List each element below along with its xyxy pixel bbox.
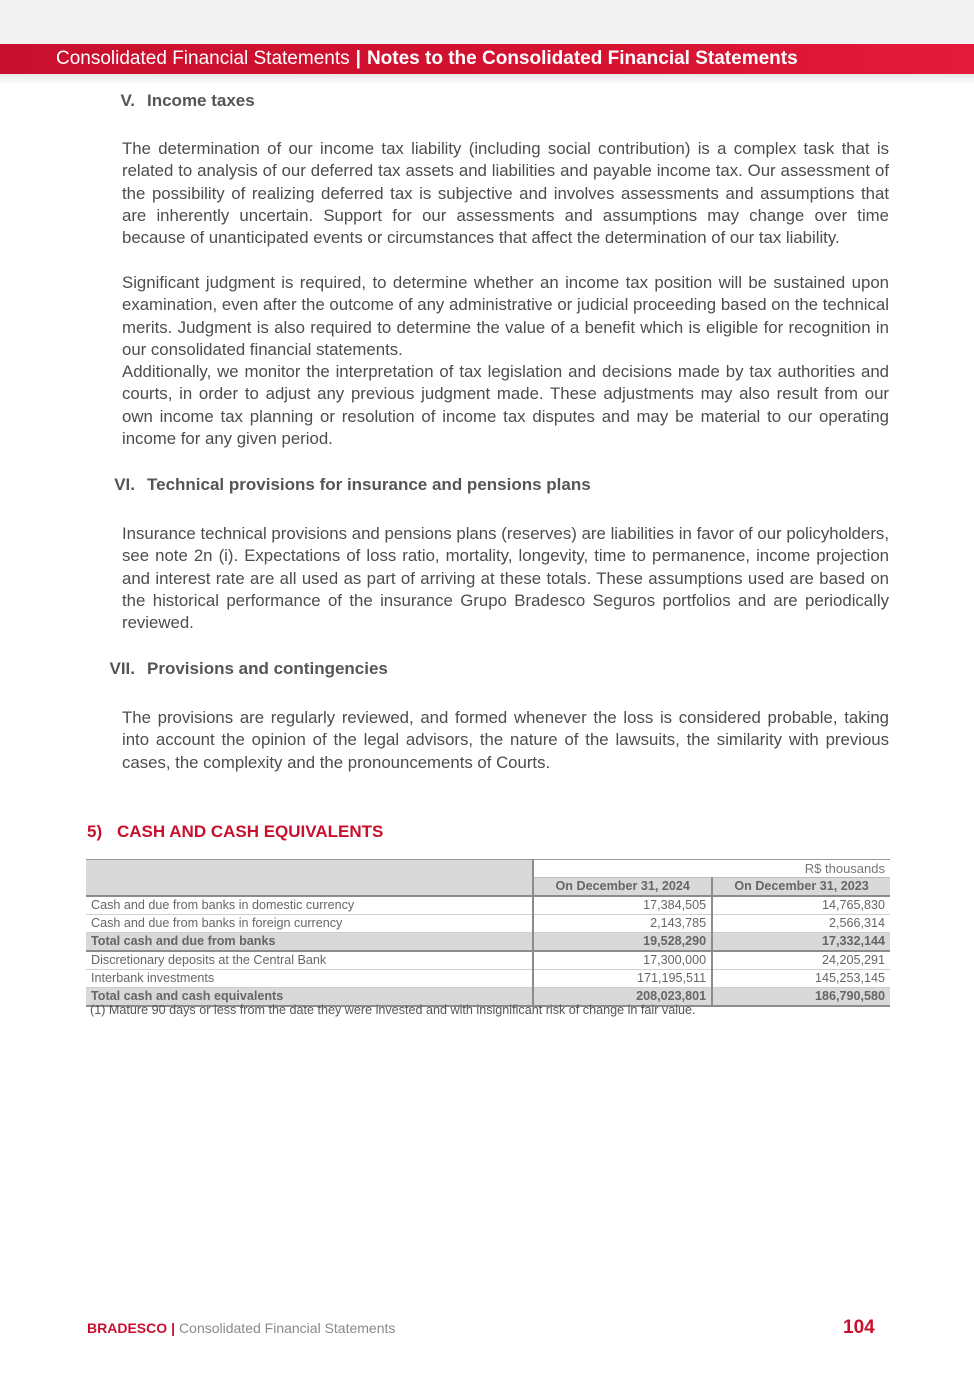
header-section-label: Consolidated Financial Statements [56,48,350,69]
section-vii-heading [109,659,388,679]
section-vi-heading [114,475,591,495]
cash-section-number: 5) [87,822,103,841]
table-row [86,896,890,915]
row-value-2023: 14,765,830 [712,896,890,915]
table-total-row [86,933,890,952]
row-value-2024: 171,195,511 [533,970,712,988]
row-value-2023: 24,205,291 [712,951,890,970]
table-unit-label: R$ thousands [533,860,890,878]
row-value-2024: 17,384,505 [533,896,712,915]
section-vi-number: VI. [114,475,135,494]
table-row [86,970,890,988]
row-value-2024: 2,143,785 [533,915,712,933]
row-label: Cash and due from banks in domestic currency [86,896,533,915]
section-vii-number: VII. [109,659,135,678]
footer-document-title: Consolidated Financial Statements [179,1320,396,1336]
section-v-title: Income taxes [147,91,255,110]
row-label: Total cash and cash equivalents [86,988,533,1007]
cash-section-title: CASH AND CASH EQUIVALENTS [117,822,384,841]
row-value-2023: 17,332,144 [712,933,890,952]
table-row [86,915,890,933]
top-gap [0,0,974,44]
row-value-2023: 186,790,580 [712,988,890,1007]
header-separator: | [355,48,361,69]
footer-brand: BRADESCO [87,1320,168,1336]
cash-equivalents-table [86,859,890,1007]
row-value-2024: 208,023,801 [533,988,712,1007]
section-v-paragraph-2: Significant judgment is required, to determine whether an income tax position will be sustained upon examination, even after the outcome of any administrative or judicial proceeding based on the technical merits. Judgment is also required to determine the value of a benefit which is eligible for recognition in our consolidated financial statements. [122,273,889,359]
section-v-paragraph-1: The determination of our income tax liability (including social contribution) is a complex task that is related to analysis of our deferred tax assets and liabilities and payable income tax. Our assessment of the possibility of realizing deferred tax is subjective and involves assessments and assumptions that are inherently uncertain. Support for our assessments and assumptions may change over time because of unanticipated events or circumstances that affect the determination of our tax liability. [122,139,889,248]
table-header-blank [86,860,533,897]
section-vi-paragraph-1: Insurance technical provisions and pensions plans (reserves) are liabilities in favor of our policyholders, see note 2n (i). Expectations of loss ratio, mortality, longevity, time to permanence, income projection and interest rate are all used as part of arriving at these totals. These assumptions used are based on the historical performance of the insurance Grupo Bradesco Seguros portfolios and are periodically reviewed. [122,524,889,633]
section-vii-paragraph-1: The provisions are regularly reviewed, and formed whenever the loss is considered probable, taking into account the opinion of the legal advisors, the nature of the lawsuits, the similarity with previous cases, the complexity and the pronouncements of Courts. [122,708,889,772]
header-title: Notes to the Consolidated Financial Statements [366,48,798,69]
table-row [86,951,890,970]
section-vii-title: Provisions and contingencies [147,659,388,678]
row-label: Cash and due from banks in foreign currency [86,915,533,933]
column-header-2023: On December 31, 2023 [712,878,890,897]
page-number: 104 [843,1317,875,1338]
section-vi-title: Technical provisions for insurance and pensions plans [147,475,591,494]
section-v-number: V. [120,91,135,110]
column-header-2024: On December 31, 2024 [533,878,712,897]
page-header-banner [0,44,974,74]
row-label: Total cash and due from banks [86,933,533,952]
row-value-2023: 2,566,314 [712,915,890,933]
row-value-2023: 145,253,145 [712,970,890,988]
table-footnote: (1) Mature 90 days or less from the date they were invested and with insignificant risk of change in fair value. [90,1003,696,1017]
header-shadow [0,74,974,84]
footer-separator: | [171,1320,176,1336]
row-value-2024: 19,528,290 [533,933,712,952]
table-unit-row [86,860,890,878]
cash-section-heading [87,822,383,842]
section-v-paragraph-3: Additionally, we monitor the interpretation of tax legislation and decisions made by tax authorities and courts, in order to adjust any previous judgment made. These adjustments may also result from our own income tax planning or resolution of income tax disputes and may be material to our operating income for any given period. [122,362,889,448]
section-v-heading [120,91,255,111]
page-footer [87,1320,395,1336]
row-label: Discretionary deposits at the Central Bank [86,951,533,970]
row-label: Interbank investments [86,970,533,988]
row-value-2024: 17,300,000 [533,951,712,970]
